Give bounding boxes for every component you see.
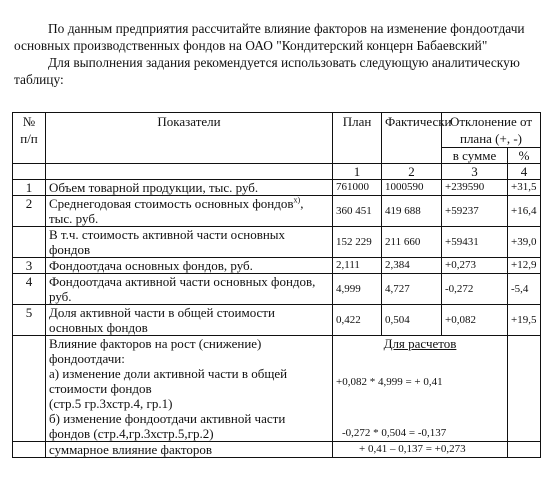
header-fact: Фактически — [382, 113, 442, 164]
row-percent: -5,4 — [508, 274, 541, 305]
total-calculation: + 0,41 – 0,137 = +0,273 — [333, 442, 508, 458]
column-number: 2 — [382, 164, 442, 180]
row-indicator: Фондоотдача основных фондов, руб. — [46, 258, 333, 274]
row-indicator-text: Среднегодовая стоимость основных фондов — [49, 196, 294, 211]
table-row — [13, 227, 541, 258]
row-number: 5 — [13, 305, 46, 336]
column-number-blank — [46, 164, 333, 180]
factors-row — [13, 336, 541, 442]
row-number: 4 — [13, 274, 46, 305]
row-deviation: +59237 — [442, 196, 508, 227]
calculations-header: Для расчетов — [383, 336, 457, 351]
row-plan: 0,422 — [333, 305, 382, 336]
total-row — [13, 442, 541, 458]
row-percent: +16,4 — [508, 196, 541, 227]
intro-text — [14, 20, 540, 88]
column-number: 4 — [508, 164, 541, 180]
row-fact: 0,504 — [382, 305, 442, 336]
factor-a-reference: (стр.5 гр.3хстр.4, гр.1) — [49, 396, 173, 411]
calculation-a: +0,082 * 4,999 = + 0,41 — [336, 376, 443, 388]
header-percent: % — [508, 148, 541, 164]
row-plan: 761000 — [333, 180, 382, 196]
intro-paragraph-hint: Для выполнения задания рекомендуется использовать следующую аналитическую таблицу: — [14, 55, 520, 87]
header-deviation: Отклонение от плана (+, -) — [442, 113, 541, 148]
row-plan: 4,999 — [333, 274, 382, 305]
row-deviation: +0,082 — [442, 305, 508, 336]
factors-title: Влияние факторов на рост (снижение) фондоотдачи: — [49, 336, 262, 366]
row-fact: 2,384 — [382, 258, 442, 274]
factor-b: б) изменение фондоотдачи активной части фондов (стр.4,гр.3хстр.5,гр.2) — [49, 411, 286, 441]
header-plan: План — [333, 113, 382, 164]
row-plan: 360 451 — [333, 196, 382, 227]
header-num: № п/п — [13, 113, 46, 164]
row-deviation: +239590 — [442, 180, 508, 196]
total-number-blank — [13, 442, 46, 458]
row-number: 1 — [13, 180, 46, 196]
column-number-row — [13, 164, 541, 180]
analysis-table — [12, 112, 541, 458]
row-indicator: Объем товарной продукции, тыс. руб. — [46, 180, 333, 196]
table-row — [13, 180, 541, 196]
header-indicators: Показатели — [46, 113, 333, 164]
row-percent: +12,9 — [508, 258, 541, 274]
table-row — [13, 274, 541, 305]
row-number: 3 — [13, 258, 46, 274]
column-number: 1 — [333, 164, 382, 180]
table-header-row — [13, 113, 541, 148]
row-fact: 4,727 — [382, 274, 442, 305]
row-number: 2 — [13, 196, 46, 227]
column-number: 3 — [442, 164, 508, 180]
footnote-mark: х) — [293, 195, 301, 205]
factors-description — [46, 336, 333, 442]
row-fact: 1000590 — [382, 180, 442, 196]
row-indicator-unit: , тыс. руб. — [49, 196, 304, 226]
table-row — [13, 196, 541, 227]
table-row — [13, 258, 541, 274]
row-indicator — [46, 196, 333, 227]
intro-paragraph-task: По данным предприятия рассчитайте влияние факторов на изменение фондоотдачи основных производственных фондов на ОАО "Кондитерский концерн Бабаевский" — [14, 21, 525, 53]
row-deviation: +0,273 — [442, 258, 508, 274]
factors-percent-blank — [508, 336, 541, 442]
row-indicator: Доля активной части в общей стоимости основных фондов — [46, 305, 333, 336]
row-fact: 419 688 — [382, 196, 442, 227]
row-indicator: Фондоотдача активной части основных фондов, руб. — [46, 274, 333, 305]
total-percent-blank — [508, 442, 541, 458]
row-number — [13, 227, 46, 258]
row-percent: +39,0 — [508, 227, 541, 258]
row-deviation: +59431 — [442, 227, 508, 258]
row-plan: 2,111 — [333, 258, 382, 274]
row-deviation: -0,272 — [442, 274, 508, 305]
table-row — [13, 305, 541, 336]
row-plan: 152 229 — [333, 227, 382, 258]
total-label: суммарное влияние факторов — [46, 442, 333, 458]
factors-number-blank — [13, 336, 46, 442]
header-in-sum: в сумме — [442, 148, 508, 164]
calculation-b: -0,272 * 0,504 = -0,137 — [342, 427, 447, 439]
row-percent: +31,5 — [508, 180, 541, 196]
row-indicator: В т.ч. стоимость активной части основных фондов — [46, 227, 333, 258]
calculations-cell — [333, 336, 508, 442]
factor-a: а) изменение доли активной части в общей стоимости фондов — [49, 366, 288, 396]
row-percent: +19,5 — [508, 305, 541, 336]
column-number-blank — [13, 164, 46, 180]
row-fact: 211 660 — [382, 227, 442, 258]
